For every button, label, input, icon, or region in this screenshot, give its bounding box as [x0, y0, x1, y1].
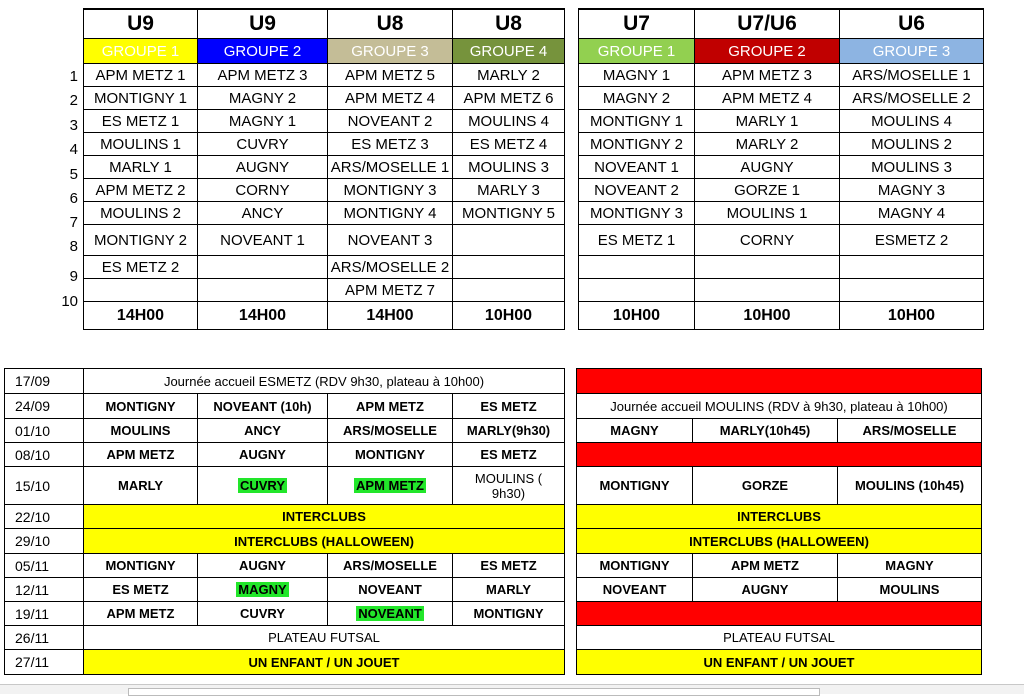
team-cell[interactable]: MAGNY 2 — [579, 87, 695, 110]
team-cell[interactable]: MOULINS 3 — [840, 156, 984, 179]
host-name: APM METZ — [731, 558, 799, 573]
team-cell[interactable]: CORNY — [695, 225, 840, 256]
team-cell[interactable] — [840, 256, 984, 279]
team-row — [579, 133, 984, 156]
right-event: UN ENFANT / UN JOUET — [577, 650, 982, 675]
match-date: 12/11 — [5, 578, 84, 602]
schedule-row — [5, 369, 982, 394]
left-host-cell[interactable] — [198, 467, 328, 505]
team-cell[interactable]: AUGNY — [695, 156, 840, 179]
age-category-header: U6 — [840, 9, 984, 39]
match-date: 27/11 — [5, 650, 84, 675]
right-host-cell[interactable] — [577, 419, 693, 443]
host-name: ARS/MOSELLE — [343, 423, 437, 438]
team-cell[interactable]: MOULINS 1 — [84, 133, 198, 156]
schedule-table — [4, 368, 982, 675]
column-gap — [565, 554, 577, 578]
team-cell[interactable]: ES METZ 2 — [84, 256, 198, 279]
row-number: 1 — [69, 68, 78, 85]
host-name: MOULINS ( 9h30) — [474, 470, 543, 501]
left-host-cell[interactable] — [328, 578, 453, 602]
schedule-row — [5, 505, 982, 529]
host-name: NOVEANT — [358, 582, 422, 597]
age-category-header: U7 — [579, 9, 695, 39]
match-date: 05/11 — [5, 554, 84, 578]
host-name: APM METZ — [356, 398, 424, 414]
match-date: 26/11 — [5, 626, 84, 650]
team-cell[interactable] — [198, 256, 328, 279]
right-host-cell[interactable] — [577, 578, 693, 602]
team-cell[interactable]: ESMETZ 2 — [840, 225, 984, 256]
team-cell[interactable]: ES METZ 4 — [453, 133, 565, 156]
right-event: Journée accueil MOULINS (RDV à 9h30, plateau à 10h00) — [577, 394, 982, 419]
team-row — [579, 256, 984, 279]
team-row — [579, 225, 984, 256]
host-name: NOVEANT (10h) — [213, 398, 312, 414]
team-row — [579, 179, 984, 202]
team-cell[interactable]: MOULINS 4 — [840, 110, 984, 133]
column-gap — [565, 467, 577, 505]
schedule-row — [5, 467, 982, 505]
team-cell[interactable]: AUGNY — [198, 156, 328, 179]
host-name: MONTIGNY — [599, 558, 670, 573]
team-cell[interactable]: MARLY 2 — [695, 133, 840, 156]
left-event: INTERCLUBS (HALLOWEEN) — [84, 529, 565, 554]
team-cell[interactable]: MOULINS 4 — [453, 110, 565, 133]
right-host-cell[interactable] — [693, 554, 838, 578]
right-event: PLATEAU FUTSAL — [577, 626, 982, 650]
right-closed-block — [577, 602, 982, 626]
team-row — [579, 87, 984, 110]
row-number: 6 — [69, 190, 78, 207]
left-host-cell[interactable] — [328, 394, 453, 419]
team-cell[interactable]: NOVEANT 1 — [579, 156, 695, 179]
team-cell[interactable]: APM METZ 1 — [84, 64, 198, 87]
group-label-row — [84, 39, 565, 64]
right-host-cell[interactable] — [838, 554, 982, 578]
team-cell[interactable]: MOULINS 1 — [695, 202, 840, 225]
row-number: 7 — [69, 214, 78, 231]
left-host-cell[interactable] — [453, 602, 565, 626]
column-gap — [565, 602, 577, 626]
host-name: MOULINS — [110, 423, 171, 438]
host-name: MAGNY — [885, 558, 934, 573]
left-host-cell[interactable] — [84, 443, 198, 467]
team-row — [84, 110, 565, 133]
left-host-cell[interactable] — [453, 578, 565, 602]
team-cell[interactable]: APM METZ 4 — [695, 87, 840, 110]
host-name: MARLY(9h30) — [466, 423, 551, 438]
team-cell[interactable]: MAGNY 4 — [840, 202, 984, 225]
column-gap — [565, 505, 577, 529]
host-name: MOULINS (10h45) — [854, 478, 965, 493]
kickoff-time: 10H00 — [840, 302, 984, 330]
right-host-cell[interactable] — [693, 578, 838, 602]
group-label: GROUPE 1 — [84, 39, 198, 64]
team-cell[interactable]: MONTIGNY 3 — [579, 202, 695, 225]
right-host-cell[interactable] — [838, 467, 982, 505]
host-name: MARLY — [117, 478, 164, 493]
team-cell[interactable] — [453, 256, 565, 279]
team-cell[interactable]: MOULINS 2 — [84, 202, 198, 225]
column-gap — [565, 529, 577, 554]
group-label: GROUPE 2 — [695, 39, 840, 64]
age-category-header: U8 — [328, 9, 453, 39]
team-cell[interactable]: ES METZ 1 — [84, 110, 198, 133]
team-cell[interactable]: ARS/MOSELLE 2 — [840, 87, 984, 110]
schedule-row — [5, 626, 982, 650]
match-date: 15/10 — [5, 467, 84, 505]
left-host-cell[interactable] — [198, 419, 328, 443]
team-cell[interactable] — [453, 225, 565, 256]
group-label-row — [579, 39, 984, 64]
host-name: AUGNY — [741, 582, 789, 597]
host-name: CUVRY — [239, 606, 286, 621]
team-cell[interactable]: APM METZ 6 — [453, 87, 565, 110]
team-row — [579, 279, 984, 302]
host-name: CUVRY — [239, 478, 286, 493]
team-cell[interactable] — [453, 279, 565, 302]
column-gap — [565, 650, 577, 675]
left-host-cell[interactable] — [198, 394, 328, 419]
left-event: INTERCLUBS — [84, 505, 565, 529]
left-host-cell[interactable] — [84, 467, 198, 505]
team-cell[interactable] — [84, 279, 198, 302]
left-host-cell[interactable] — [453, 443, 565, 467]
kickoff-time: 10H00 — [695, 302, 840, 330]
team-cell[interactable]: CORNY — [198, 179, 328, 202]
left-host-cell[interactable] — [328, 419, 453, 443]
left-groups-table — [83, 8, 565, 330]
host-name: MAGNY — [610, 423, 659, 438]
host-name: ES METZ — [480, 447, 537, 462]
host-name: ARS/MOSELLE — [862, 423, 957, 438]
team-row — [84, 202, 565, 225]
team-cell[interactable] — [695, 279, 840, 302]
team-row — [84, 87, 565, 110]
team-cell[interactable]: ARS/MOSELLE 1 — [328, 156, 453, 179]
team-cell[interactable]: MAGNY 2 — [198, 87, 328, 110]
team-cell[interactable] — [198, 279, 328, 302]
group-label: GROUPE 3 — [840, 39, 984, 64]
match-date: 22/10 — [5, 505, 84, 529]
left-host-cell[interactable] — [84, 419, 198, 443]
age-header-row — [579, 9, 984, 39]
host-name: GORZE — [741, 478, 789, 493]
team-cell[interactable]: NOVEANT 2 — [328, 110, 453, 133]
left-host-cell[interactable] — [84, 578, 198, 602]
team-cell[interactable]: MONTIGNY 3 — [328, 179, 453, 202]
row-number: 5 — [69, 166, 78, 183]
scrollbar-thumb[interactable] — [128, 688, 820, 696]
team-row — [84, 156, 565, 179]
team-cell[interactable]: MARLY 1 — [84, 156, 198, 179]
right-host-cell[interactable] — [577, 554, 693, 578]
age-category-header: U7/U6 — [695, 9, 840, 39]
team-row — [579, 110, 984, 133]
match-date: 24/09 — [5, 394, 84, 419]
left-host-cell[interactable] — [84, 602, 198, 626]
row-number: 3 — [69, 117, 78, 134]
team-cell[interactable]: MONTIGNY 4 — [328, 202, 453, 225]
column-gap — [565, 394, 577, 419]
match-date: 08/10 — [5, 443, 84, 467]
group-label: GROUPE 4 — [453, 39, 565, 64]
schedule-row — [5, 554, 982, 578]
match-date: 17/09 — [5, 369, 84, 394]
schedule-row — [5, 419, 982, 443]
team-row — [579, 202, 984, 225]
kickoff-time: 14H00 — [328, 302, 453, 330]
right-host-cell[interactable] — [693, 419, 838, 443]
team-cell[interactable]: GORZE 1 — [695, 179, 840, 202]
team-cell[interactable]: ARS/MOSELLE 1 — [840, 64, 984, 87]
schedule-row — [5, 650, 982, 675]
schedule-row — [5, 443, 982, 467]
team-cell[interactable] — [695, 256, 840, 279]
row-number: 9 — [69, 268, 78, 285]
kickoff-time: 10H00 — [453, 302, 565, 330]
kickoff-time-row — [84, 302, 565, 330]
team-cell[interactable]: NOVEANT 2 — [579, 179, 695, 202]
row-number: 8 — [69, 238, 78, 255]
team-cell[interactable]: ES METZ 1 — [579, 225, 695, 256]
age-category-header: U8 — [453, 9, 565, 39]
team-cell[interactable]: MONTIGNY 5 — [453, 202, 565, 225]
age-category-header: U9 — [84, 9, 198, 39]
host-name: MAGNY — [238, 582, 287, 597]
team-cell[interactable]: ES METZ 3 — [328, 133, 453, 156]
team-cell[interactable]: NOVEANT 3 — [328, 225, 453, 256]
left-host-cell[interactable] — [198, 578, 328, 602]
left-host-cell[interactable] — [198, 443, 328, 467]
left-host-cell[interactable] — [328, 467, 453, 505]
column-gap — [565, 369, 577, 394]
schedule-row — [5, 602, 982, 626]
column-gap — [565, 626, 577, 650]
right-closed-block — [577, 443, 982, 467]
kickoff-time: 14H00 — [84, 302, 198, 330]
host-name: APM METZ — [106, 606, 175, 621]
team-row — [84, 225, 565, 256]
host-name: MONTIGNY — [105, 398, 176, 414]
team-cell[interactable] — [579, 256, 695, 279]
host-name: ANCY — [244, 423, 281, 438]
team-cell[interactable]: MAGNY 1 — [198, 110, 328, 133]
left-event: Journée accueil ESMETZ (RDV 9h30, plateau à 10h00) — [84, 369, 565, 394]
team-row — [84, 279, 565, 302]
right-host-cell[interactable] — [838, 419, 982, 443]
host-name: ES METZ — [480, 558, 537, 573]
right-groups-table — [578, 8, 984, 330]
team-cell[interactable]: MARLY 1 — [695, 110, 840, 133]
group-label: GROUPE 2 — [198, 39, 328, 64]
left-event: UN ENFANT / UN JOUET — [84, 650, 565, 675]
host-name: NOVEANT — [602, 582, 667, 597]
right-event: INTERCLUBS — [577, 505, 982, 529]
host-name: MOULINS — [879, 582, 940, 597]
group-label: GROUPE 3 — [328, 39, 453, 64]
team-cell[interactable]: CUVRY — [198, 133, 328, 156]
host-name: ES METZ — [480, 398, 537, 414]
team-row — [579, 156, 984, 179]
left-host-cell[interactable] — [453, 419, 565, 443]
host-name: APM METZ — [356, 478, 424, 493]
host-name: MONTIGNY — [473, 606, 544, 621]
left-host-cell[interactable] — [328, 443, 453, 467]
team-cell[interactable]: MONTIGNY 1 — [579, 110, 695, 133]
team-cell[interactable]: MONTIGNY 2 — [84, 225, 198, 256]
kickoff-time-row — [579, 302, 984, 330]
schedule-row — [5, 529, 982, 554]
team-cell[interactable]: MOULINS 3 — [453, 156, 565, 179]
team-row — [84, 256, 565, 279]
right-host-cell[interactable] — [577, 467, 693, 505]
team-cell[interactable]: MARLY 3 — [453, 179, 565, 202]
team-cell[interactable]: MOULINS 2 — [840, 133, 984, 156]
match-date: 19/11 — [5, 602, 84, 626]
left-host-cell[interactable] — [453, 394, 565, 419]
team-cell[interactable]: APM METZ 5 — [328, 64, 453, 87]
kickoff-time: 14H00 — [198, 302, 328, 330]
left-host-cell[interactable] — [84, 394, 198, 419]
team-row — [84, 133, 565, 156]
team-cell[interactable]: ANCY — [198, 202, 328, 225]
team-cell[interactable]: MONTIGNY 2 — [579, 133, 695, 156]
team-cell[interactable]: MONTIGNY 1 — [84, 87, 198, 110]
host-name: MONTIGNY — [599, 478, 670, 493]
left-host-cell[interactable] — [198, 602, 328, 626]
right-host-cell[interactable] — [693, 467, 838, 505]
row-number: 2 — [69, 92, 78, 109]
team-row — [84, 179, 565, 202]
team-cell[interactable]: APM METZ 3 — [198, 64, 328, 87]
host-name: MARLY(10h45) — [719, 423, 811, 438]
team-cell[interactable]: MARLY 2 — [453, 64, 565, 87]
team-cell[interactable]: MAGNY 1 — [579, 64, 695, 87]
right-event: INTERCLUBS (HALLOWEEN) — [577, 529, 982, 554]
host-name: APM METZ — [106, 447, 175, 462]
column-gap — [565, 443, 577, 467]
team-cell[interactable]: APM METZ 7 — [328, 279, 453, 302]
team-cell[interactable]: APM METZ 3 — [695, 64, 840, 87]
right-closed-block — [577, 369, 982, 394]
match-date: 01/10 — [5, 419, 84, 443]
match-date: 29/10 — [5, 529, 84, 554]
group-label: GROUPE 1 — [579, 39, 695, 64]
team-cell[interactable] — [579, 279, 695, 302]
team-cell[interactable]: NOVEANT 1 — [198, 225, 328, 256]
schedule-row — [5, 578, 982, 602]
team-cell[interactable]: APM METZ 4 — [328, 87, 453, 110]
schedule-row — [5, 394, 982, 419]
left-event: PLATEAU FUTSAL — [84, 626, 565, 650]
team-cell[interactable] — [840, 279, 984, 302]
row-number: 4 — [69, 141, 78, 158]
team-cell[interactable]: APM METZ 2 — [84, 179, 198, 202]
host-name: ES METZ — [112, 582, 169, 597]
host-name: MONTIGNY — [105, 558, 176, 573]
column-gap — [565, 419, 577, 443]
right-host-cell[interactable] — [838, 578, 982, 602]
left-host-cell[interactable] — [453, 554, 565, 578]
left-host-cell[interactable] — [453, 467, 565, 505]
left-host-cell[interactable] — [328, 602, 453, 626]
left-host-cell[interactable] — [84, 554, 198, 578]
column-gap — [565, 578, 577, 602]
row-number: 10 — [61, 293, 78, 310]
team-row — [579, 64, 984, 87]
team-cell[interactable]: ARS/MOSELLE 2 — [328, 256, 453, 279]
age-category-header: U9 — [198, 9, 328, 39]
host-name: AUGNY — [239, 447, 286, 462]
host-name: MONTIGNY — [354, 447, 426, 462]
age-header-row — [84, 9, 565, 39]
host-name: NOVEANT — [358, 606, 422, 621]
left-host-cell[interactable] — [198, 554, 328, 578]
kickoff-time: 10H00 — [579, 302, 695, 330]
host-name: MARLY — [485, 582, 532, 597]
team-cell[interactable]: MAGNY 3 — [840, 179, 984, 202]
team-row — [84, 64, 565, 87]
host-name: ARS/MOSELLE — [343, 558, 437, 573]
left-host-cell[interactable] — [328, 554, 453, 578]
host-name: AUGNY — [239, 558, 286, 573]
